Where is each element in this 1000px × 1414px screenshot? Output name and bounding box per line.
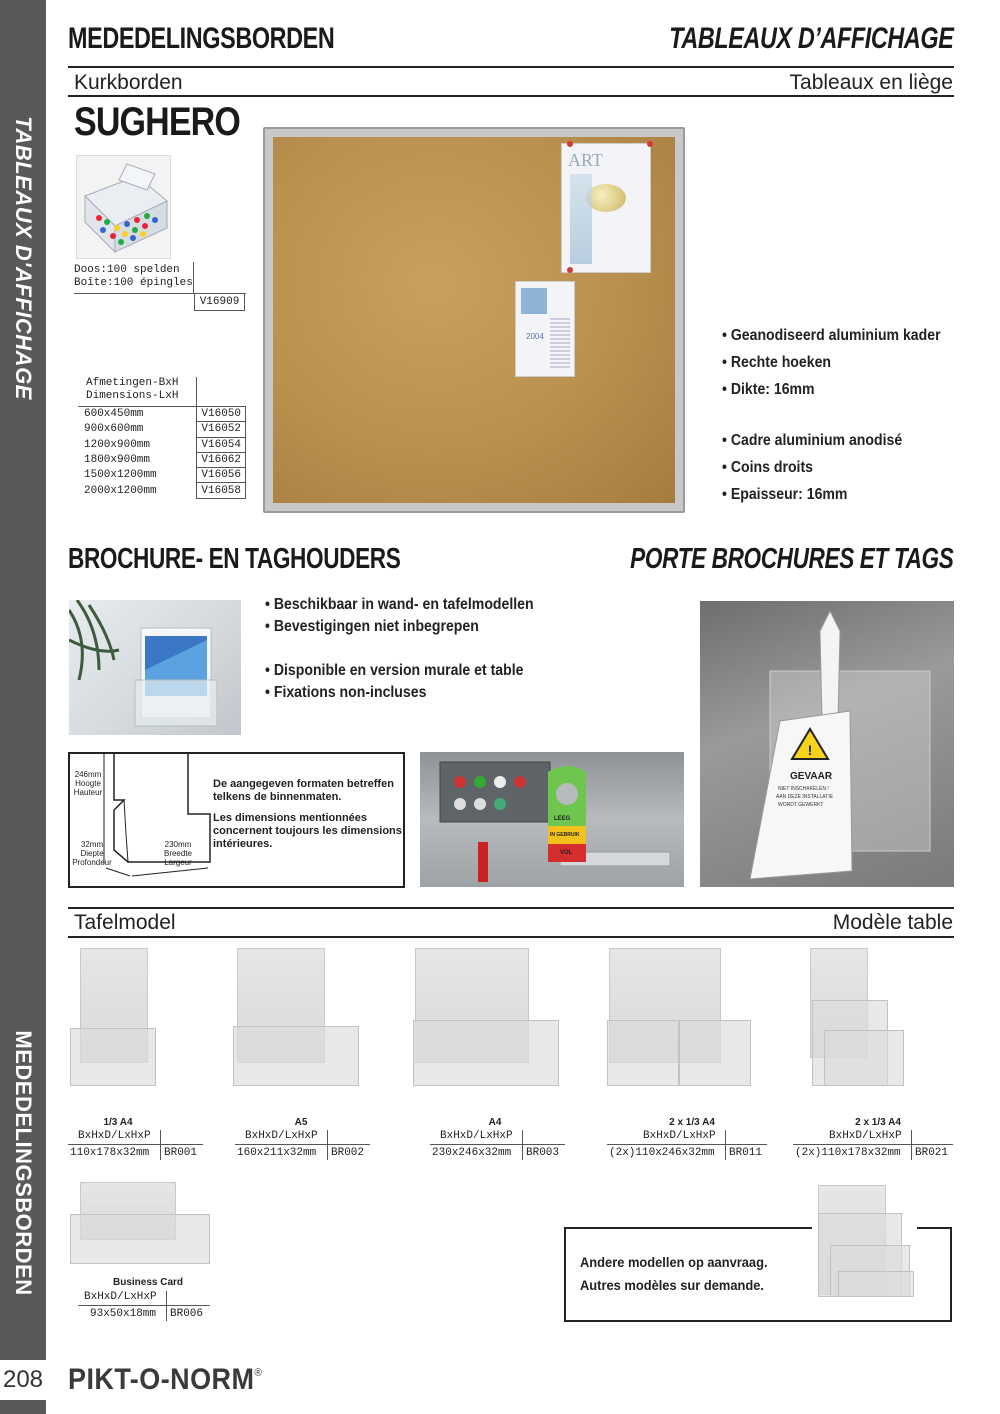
product-pocket [607, 1020, 679, 1086]
product-pocket [70, 1214, 210, 1264]
sidebar [0, 0, 46, 1414]
subhead-tableaux-liege: Tableaux en liège [789, 71, 953, 94]
spec-code: BR006 [170, 1308, 204, 1320]
cork-surface [273, 137, 675, 503]
page-number: 208 [2, 1366, 44, 1393]
product-br006 [68, 1180, 213, 1270]
brand-logo-text: PIKT-O-NORM [68, 1363, 255, 1396]
bullet-item: • Fixations non-incluses [265, 682, 523, 704]
spec-rule [430, 1144, 565, 1145]
width-label-value: 230mm [164, 840, 192, 849]
spec-divider [911, 1130, 912, 1160]
diagram-note-nl [213, 778, 394, 804]
note-line: De aangegeven formaten betreffen [213, 778, 394, 790]
code-cell: V16054 [197, 437, 246, 452]
tag-leeg: LEEG [554, 816, 571, 822]
bullet-item: • Beschikbaar in wand- en tafelmodellen [265, 594, 534, 616]
cork-bullets-fr [722, 427, 902, 508]
tag-holder-photo [700, 601, 954, 887]
spec-rule [235, 1144, 370, 1145]
code-cell: V16056 [197, 468, 246, 483]
table-row [78, 437, 246, 452]
height-label-fr: Hauteur [73, 788, 103, 797]
spec-divider [725, 1130, 726, 1160]
brochure-bullets-fr [265, 660, 523, 704]
tafelmodel-top-rule [68, 907, 954, 909]
poster-graphic [586, 184, 626, 212]
poster-graphic [550, 318, 570, 368]
height-label [72, 770, 104, 797]
2004-poster [515, 281, 575, 377]
depth-label-nl: Diepte [80, 849, 104, 858]
product-pocket [679, 1020, 751, 1086]
page-title-nl: MEDEDELINGSBORDEN [68, 22, 335, 55]
2004-poster-year: 2004 [526, 332, 544, 341]
art-poster-title: ART [568, 150, 603, 170]
dimensions-header [86, 377, 178, 403]
sughero-title: SUGHERO [74, 100, 240, 144]
spec-dim-label: BxHxD/LxHxP [78, 1130, 151, 1142]
cork-bullets-nl [722, 322, 941, 403]
diagram-note-fr [213, 812, 402, 851]
product-br001 [68, 948, 203, 1113]
note-line: Les dimensions mentionnées [213, 812, 368, 824]
pin-divider [193, 262, 194, 294]
table-row [78, 407, 246, 422]
spec-rule [793, 1144, 953, 1145]
note-line: intérieures. [213, 838, 273, 850]
code-cell: V16058 [197, 483, 246, 498]
spec-divider [327, 1130, 328, 1160]
spec-size: 230x246x32mm [432, 1147, 512, 1159]
bullet-item: • Bevestigingen niet inbegrepen [265, 616, 534, 638]
bullet-item: • Rechte hoeken [722, 349, 941, 376]
spec-dim-label: BxHxD/LxHxP [245, 1130, 318, 1142]
note-line: telkens de binnenmaten. [213, 791, 342, 803]
pushpin [567, 267, 573, 273]
spec-dim-label: BxHxD/LxHxP [829, 1130, 902, 1142]
size-cell: 900x600mm [84, 423, 144, 436]
spec-code: BR003 [526, 1147, 560, 1159]
tag-gevaar: GEVAAR [790, 771, 833, 782]
tag-line: WORDT GEWERKT [778, 802, 824, 808]
table-row [78, 452, 246, 467]
pin-box-label [74, 264, 193, 290]
bullet-item: • Epaisseur: 16mm [722, 481, 902, 508]
art-poster [561, 143, 651, 273]
spec-rule [78, 1305, 210, 1306]
width-label-fr: Largeur [164, 858, 192, 867]
product-br021 [808, 948, 918, 1113]
spec-size: (2x)110x246x32mm [609, 1147, 715, 1159]
product-br002 [233, 948, 368, 1113]
brochure-bullets-nl [265, 594, 534, 638]
spec-divider [160, 1130, 161, 1160]
sidebar-bottom-text: MEDEDELINGSBORDEN [11, 1030, 36, 1296]
product-name: 1/3 A4 [103, 1117, 133, 1128]
size-cell: 1200x900mm [84, 438, 151, 451]
spec-size: 160x211x32mm [237, 1147, 317, 1159]
product-name: A4 [488, 1117, 502, 1128]
product-br003 [413, 948, 563, 1113]
spec-size: (2x)110x178x32mm [795, 1147, 901, 1159]
brochure-holder-photo [69, 600, 241, 735]
tag-line: NIET INSCHAKELEN ! [778, 786, 829, 792]
subhead-tafelmodel: Tafelmodel [74, 911, 176, 934]
dimensions-header-fr: Dimensions-LxH [86, 390, 179, 402]
spec-rule [68, 1144, 203, 1145]
spec-dim-label: BxHxD/LxHxP [440, 1130, 513, 1142]
bullet-item: • Disponible en version murale et table [265, 660, 523, 682]
depth-label-value: 32mm [80, 840, 104, 849]
subhead-rule [68, 95, 954, 97]
sidebar-top-text: TABLEAUX D'AFFICHAGE [11, 116, 36, 400]
size-cell: 1500x1200mm [84, 469, 157, 482]
product-pocket [233, 1026, 359, 1086]
machine-tag-photo [420, 752, 684, 887]
other-models-nl: Andere modellen op aanvraag. [580, 1254, 768, 1270]
brand-logo [68, 1363, 262, 1397]
spec-code: BR021 [915, 1147, 949, 1159]
pin-box-code: V16909 [194, 294, 245, 311]
depth-label-fr: Profondeur [72, 858, 112, 867]
height-label-nl: Hoogte [75, 779, 101, 788]
subhead-modele-table: Modèle table [832, 911, 953, 934]
brochure-title-fr: PORTE BROCHURES ET TAGS [629, 543, 953, 575]
spec-dim-label: BxHxD/LxHxP [84, 1291, 157, 1303]
dimension-diagram [68, 752, 405, 888]
product-name: 2 x 1/3 A4 [855, 1117, 901, 1128]
tag-vol: VOL [560, 850, 573, 856]
other-models-text [580, 1251, 768, 1297]
page-number-box [0, 1360, 46, 1400]
cork-board-image [263, 127, 685, 513]
product-name: Business Card [112, 1277, 184, 1288]
pin-box-label-fr: Boîte:100 épingles [74, 277, 193, 289]
table-row [78, 422, 246, 437]
table-row [78, 468, 246, 483]
code-cell: V16052 [197, 422, 246, 437]
size-cell: 600x450mm [78, 407, 197, 422]
height-label-value: 246mm [74, 770, 102, 779]
subhead-kurkborden: Kurkborden [74, 71, 183, 94]
product-pocket [413, 1020, 559, 1086]
dimensions-header-nl: Afmetingen-BxH [86, 377, 179, 389]
bullet-item: • Dikte: 16mm [722, 376, 941, 403]
width-label-nl: Breedte [163, 849, 193, 858]
table-row [78, 483, 246, 498]
depth-label [72, 840, 112, 867]
spec-size: 93x50x18mm [90, 1308, 157, 1320]
spec-code: BR001 [164, 1147, 198, 1159]
poster-graphic [570, 174, 592, 264]
product-pocket [70, 1028, 156, 1086]
bullet-item: • Geanodiseerd aluminium kader [722, 322, 941, 349]
bullet-item: • Cadre aluminium anodisé [722, 427, 902, 454]
tafelmodel-bottom-rule [68, 936, 954, 938]
dimensions-table [78, 406, 246, 499]
product-wall-tier [812, 1183, 917, 1303]
spec-divider [166, 1291, 167, 1321]
width-label [158, 840, 198, 867]
product-name: A5 [294, 1117, 308, 1128]
spec-size: 110x178x32mm [70, 1147, 150, 1159]
dimensions-divider [196, 377, 197, 407]
product-br011 [607, 948, 757, 1113]
note-line: concernent toujours les dimensions [213, 825, 402, 837]
size-cell: 2000x1200mm [84, 484, 157, 497]
spec-code: BR011 [729, 1147, 763, 1159]
spec-rule [607, 1144, 767, 1145]
header-rule [68, 66, 954, 68]
pushpin [567, 141, 573, 147]
pushpin [647, 141, 653, 147]
code-cell: V16062 [197, 452, 246, 467]
bullet-item: • Coins droits [722, 454, 902, 481]
pin-box-label-nl: Doos:100 spelden [74, 264, 180, 276]
poster-graphic [521, 288, 547, 314]
spec-dim-label: BxHxD/LxHxP [643, 1130, 716, 1142]
pin-box-image [76, 155, 171, 259]
product-pocket [838, 1271, 914, 1297]
page-title-fr: TABLEAUX D’AFFICHAGE [668, 22, 953, 55]
brochure-title-nl: BROCHURE- EN TAGHOUDERS [68, 543, 401, 575]
spec-divider [522, 1130, 523, 1160]
tag-line: AAN DEZE INSTALLATIE [776, 794, 834, 800]
code-cell: V16050 [197, 407, 246, 422]
svg-text:!: ! [807, 742, 813, 758]
product-name: 2 x 1/3 A4 [669, 1117, 715, 1128]
other-models-fr: Autres modèles sur demande. [580, 1277, 764, 1293]
spec-code: BR002 [331, 1147, 365, 1159]
product-pocket [824, 1030, 904, 1086]
tag-in-gebruik: IN GEBRUIK [550, 832, 580, 838]
registered-mark: ® [254, 1367, 263, 1379]
size-cell: 1800x900mm [84, 454, 151, 467]
